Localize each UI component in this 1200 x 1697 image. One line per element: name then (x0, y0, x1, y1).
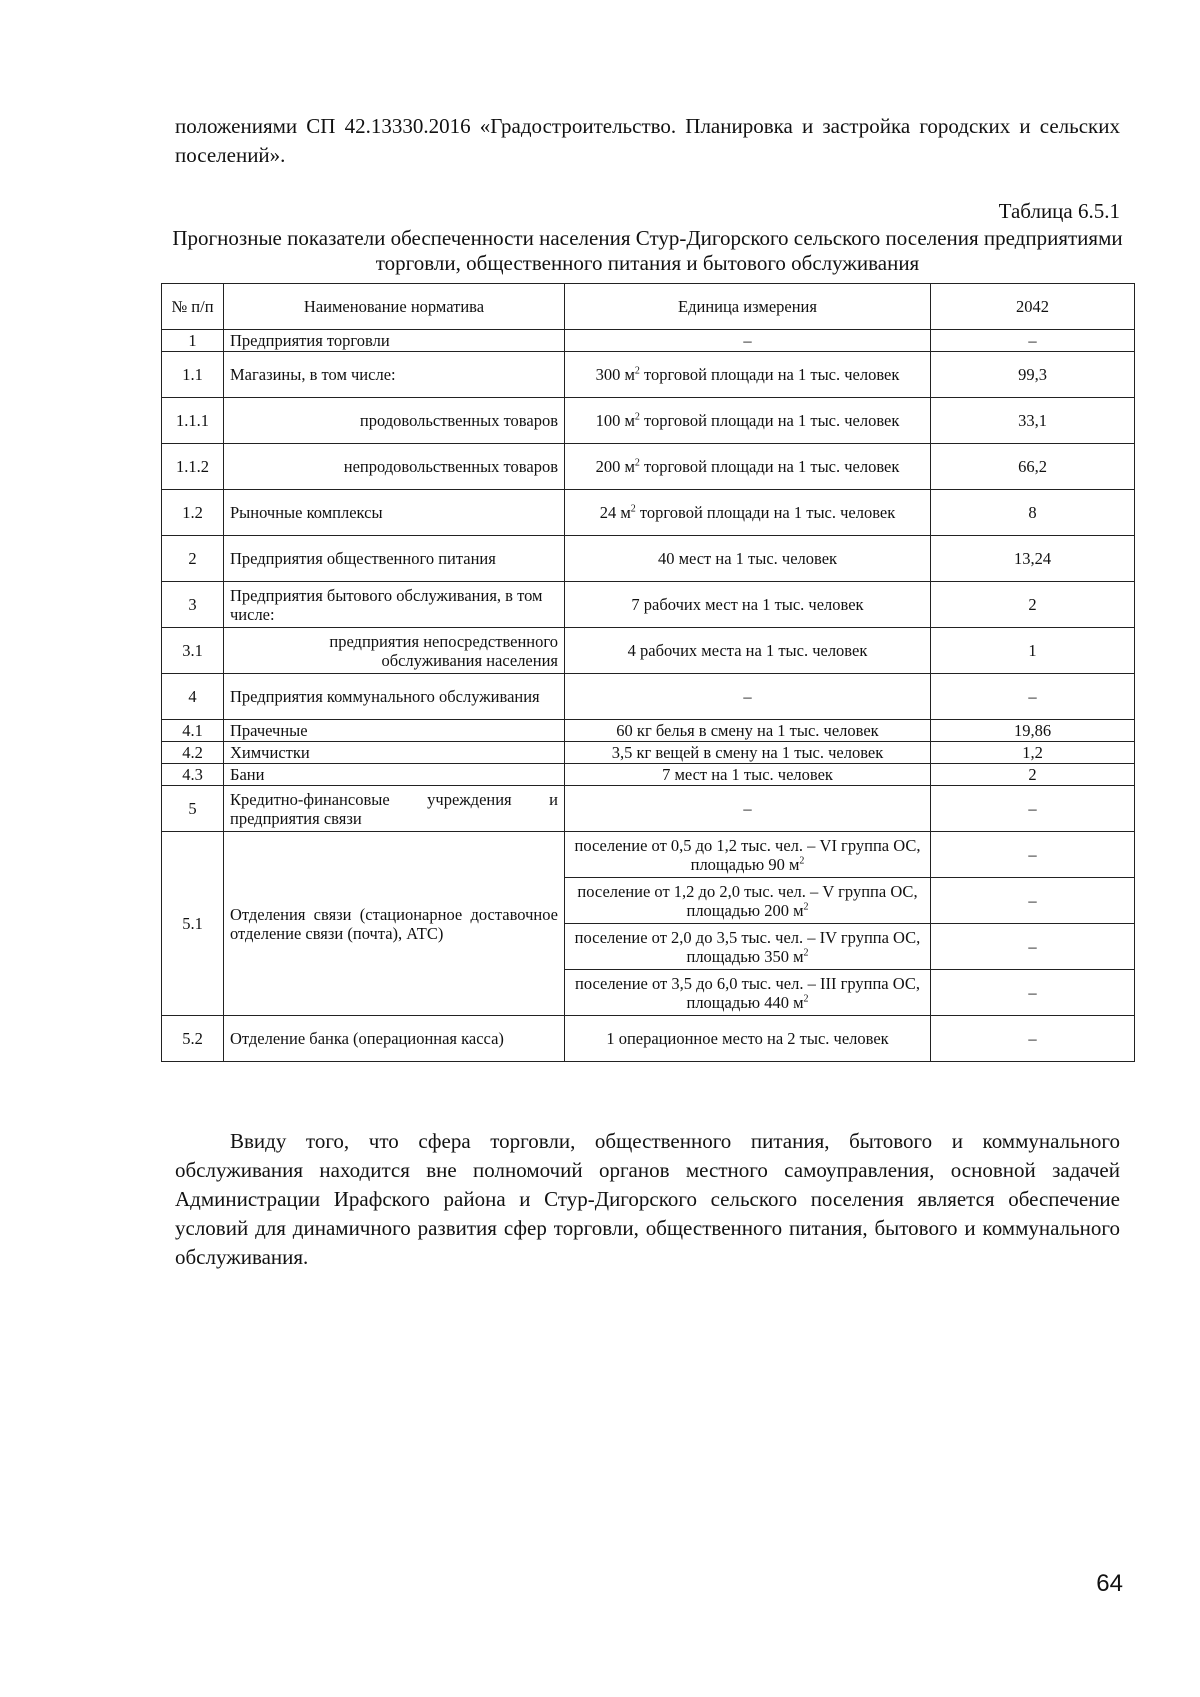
row-num: 4 (162, 674, 224, 720)
row-unit (565, 878, 931, 924)
row-name: Кредитно-финансовые учреждения и предприятия связи (224, 786, 565, 832)
row-name: Магазины, в том числе: (224, 352, 565, 398)
row-unit: – (565, 330, 931, 352)
row-unit (565, 924, 931, 970)
row-name: Предприятия коммунального обслуживания (224, 674, 565, 720)
table-row (162, 628, 1135, 674)
row-num: 1 (162, 330, 224, 352)
table-row (162, 674, 1135, 720)
row-value: – (931, 878, 1135, 924)
table-row (162, 720, 1135, 742)
unit-sup: 2 (634, 457, 640, 469)
row-unit (565, 832, 931, 878)
row-num: 5.2 (162, 1016, 224, 1062)
header-num: № п/п (162, 284, 224, 330)
row-unit (565, 444, 931, 490)
row-num: 5.1 (162, 832, 224, 1016)
unit-text: поселение от 2,0 до 3,5 тыс. чел. – IV группа ОС, площадью 350 м (574, 927, 921, 966)
row-name: Предприятия бытового обслуживания, в том числе: (224, 582, 565, 628)
row-unit (565, 398, 931, 444)
row-unit: 60 кг белья в смену на 1 тыс. человек (565, 720, 931, 742)
closing-paragraph: Ввиду того, что сфера торговли, общественного питания, бытового и коммунального обслуживания находится вне полномочий органов местного самоуправления, основной задачей Администрации Ирафского района и Стур-Дигорского сельского поселения является обеспечение условий для динамичного развития сфер торговли, общественного питания, бытового и коммунального обслуживания. (175, 1129, 1120, 1269)
unit-text: поселение от 3,5 до 6,0 тыс. чел. – III группа ОС, площадью 440 м (574, 973, 920, 1012)
intro-paragraph: положениями СП 42.13330.2016 «Градостроительство. Планировка и застройка городских и сельских поселений». (175, 114, 1120, 167)
table-caption: Прогнозные показатели обеспеченности населения Стур-Дигорского сельского поселения предприятиями торговли, общественного питания и бытового обслуживания (172, 226, 1123, 275)
table-row (162, 1016, 1135, 1062)
row-unit: 7 мест на 1 тыс. человек (565, 764, 931, 786)
row-name: Химчистки (224, 742, 565, 764)
unit-sup: 2 (634, 411, 640, 423)
row-num: 3.1 (162, 628, 224, 674)
table-row (162, 742, 1135, 764)
row-value: 8 (931, 490, 1135, 536)
row-num: 1.2 (162, 490, 224, 536)
row-unit: – (565, 674, 931, 720)
row-num: 1.1.1 (162, 398, 224, 444)
unit-sup: 2 (803, 901, 809, 912)
row-unit (565, 970, 931, 1016)
table-row (162, 582, 1135, 628)
row-value: 1 (931, 628, 1135, 674)
row-value: 13,24 (931, 536, 1135, 582)
unit-text: поселение от 1,2 до 2,0 тыс. чел. – V группа ОС, площадью 200 м (577, 881, 918, 920)
unit-text: торговой площади на 1 тыс. человек (639, 411, 900, 430)
row-value: 1,2 (931, 742, 1135, 764)
row-unit (565, 490, 931, 536)
row-unit (565, 352, 931, 398)
row-value: 33,1 (931, 398, 1135, 444)
table-row (162, 490, 1135, 536)
row-num: 4.1 (162, 720, 224, 742)
header-year: 2042 (931, 284, 1135, 330)
row-value: – (931, 674, 1135, 720)
header-unit: Единица измерения (565, 284, 931, 330)
row-value: – (931, 786, 1135, 832)
row-name: непродовольственных товаров (224, 444, 565, 490)
unit-text: поселение от 0,5 до 1,2 тыс. чел. – VI группа ОС, площадью 90 м (574, 835, 921, 874)
unit-text: торговой площади на 1 тыс. человек (639, 457, 900, 476)
table-row (162, 786, 1135, 832)
table-number: Таблица 6.5.1 (998, 199, 1120, 223)
row-name: Предприятия общественного питания (224, 536, 565, 582)
unit-text: 100 м (595, 411, 635, 430)
row-name: Отделения связи (стационарное доставочное отделение связи (почта), АТС) (224, 832, 565, 1016)
page-number: 64 (1096, 1570, 1123, 1597)
row-value: 66,2 (931, 444, 1135, 490)
row-value: – (931, 1016, 1135, 1062)
header-name: Наименование норматива (224, 284, 565, 330)
row-value: – (931, 924, 1135, 970)
unit-text: 300 м (595, 365, 635, 384)
row-name: Бани (224, 764, 565, 786)
table-row (162, 330, 1135, 352)
table-header-row (162, 284, 1135, 330)
unit-sup: 2 (803, 993, 809, 1004)
row-num: 2 (162, 536, 224, 582)
row-num: 4.3 (162, 764, 224, 786)
unit-text: торговой площади на 1 тыс. человек (639, 365, 900, 384)
row-name: Отделение банка (операционная касса) (224, 1016, 565, 1062)
row-num: 5 (162, 786, 224, 832)
row-name: предприятия непосредственного обслуживания населения (224, 628, 565, 674)
table-row (162, 536, 1135, 582)
row-name: Рыночные комплексы (224, 490, 565, 536)
row-num: 1.1 (162, 352, 224, 398)
table-row (162, 444, 1135, 490)
unit-sup: 2 (634, 365, 640, 377)
row-unit: 7 рабочих мест на 1 тыс. человек (565, 582, 931, 628)
row-unit: 3,5 кг вещей в смену на 1 тыс. человек (565, 742, 931, 764)
unit-text: торговой площади на 1 тыс. человек (635, 503, 896, 522)
row-num: 3 (162, 582, 224, 628)
table-row (162, 398, 1135, 444)
norms-table (161, 283, 1135, 1062)
row-value: – (931, 970, 1135, 1016)
unit-sup: 2 (803, 947, 809, 958)
table-row (162, 352, 1135, 398)
table-row (162, 832, 1135, 878)
row-unit: 4 рабочих места на 1 тыс. человек (565, 628, 931, 674)
row-value: – (931, 330, 1135, 352)
table-row (162, 764, 1135, 786)
row-unit: – (565, 786, 931, 832)
row-unit: 40 мест на 1 тыс. человек (565, 536, 931, 582)
row-unit: 1 операционное место на 2 тыс. человек (565, 1016, 931, 1062)
unit-sup: 2 (799, 855, 805, 866)
row-value: – (931, 832, 1135, 878)
unit-sup: 2 (630, 503, 636, 515)
row-num: 1.1.2 (162, 444, 224, 490)
row-value: 19,86 (931, 720, 1135, 742)
unit-text: 24 м (599, 503, 631, 522)
row-value: 2 (931, 764, 1135, 786)
row-name: Предприятия торговли (224, 330, 565, 352)
row-value: 2 (931, 582, 1135, 628)
unit-text: 200 м (595, 457, 635, 476)
row-name: Прачечные (224, 720, 565, 742)
row-value: 99,3 (931, 352, 1135, 398)
row-num: 4.2 (162, 742, 224, 764)
row-name: продовольственных товаров (224, 398, 565, 444)
